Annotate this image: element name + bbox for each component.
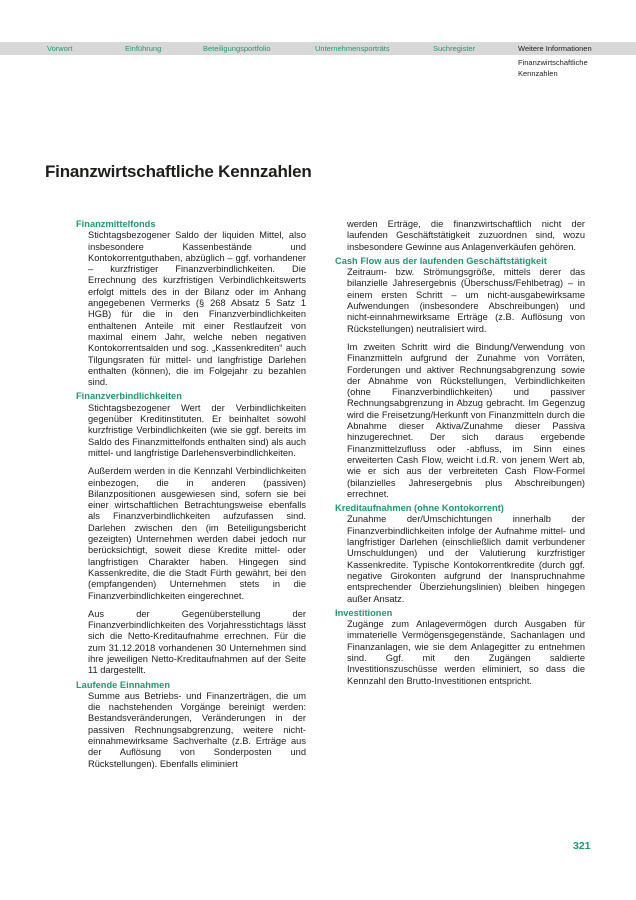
section-kreditaufnahmen bbox=[335, 503, 585, 605]
body-paragraph: Summe aus Betriebs- und Finanzerträgen, die um die nachstehenden Vorgänge bereinigt werden: Bestandsveränderungen, Veränderungen in der passiven Rechnungsabgrenzung, weitere nicht-einnahmewirksame Sachverhalte (z.B. Erträge aus der Auflösung von Sonderposten und Rückstellungen). Ebenfalls eliminiert bbox=[88, 690, 306, 769]
body-paragraph: Stichtagsbezogener Saldo der liquiden Mittel, also insbesondere Kassenbestände und Kontokorrentguthaben, abzüglich – ggf. vorhandener – kurzfristiger Finanzverbindlichkeiten. Die Errechnung des kurzfristigen Verbindlichkeitswerts erfolgt mittels des in der Bilanz oder im Anhang angegebenen Vermerks (§ 268 Absatz 5 Satz 1 HGB) für die in den Finanzverbindlichkeiten enthaltenen Anteile mit einer Restlaufzeit von maximal einem Jahr, welche neben negativen Kontokorrentsalden und sog. „Kassenkrediten“ auch Tilgungsraten für mittel- und langfristige Darlehen enthalten (können), die im Folgejahr zu bezahlen sind. bbox=[88, 230, 306, 388]
section-finanzverbindlichkeiten bbox=[76, 391, 306, 676]
nav-item-suchregister[interactable]: Suchregister bbox=[433, 44, 476, 53]
section-heading: Cash Flow aus der laufenden Geschäftstätigkeit bbox=[335, 255, 547, 266]
nav-item-weitere-informationen[interactable]: Weitere Informationen bbox=[518, 44, 592, 53]
section-heading: Finanzverbindlichkeiten bbox=[76, 391, 182, 402]
page-title: Finanzwirtschaftliche Kennzahlen bbox=[45, 162, 312, 182]
body-paragraph: Zunahme der/Umschichtungen innerhalb der Finanzverbindlichkeiten infolge der Aufnahme mittel- und langfristiger Darlehen (einschließlich damit verbundener Umschuldungen) und der Valutierung kurzfristiger Kassenkredite. Typische Kontokorrentkredite (durch ggf. negative Girokonten aufgrund der Inanspruchnahme entsprechender Überziehungslinien) bleiben hingegen außer Ansatz. bbox=[347, 514, 585, 604]
nav-item-beteiligungsportfolio[interactable]: Beteiligungsportfolio bbox=[203, 44, 271, 53]
page-number: 321 bbox=[573, 840, 591, 852]
nav-item-unternehmensportraets[interactable]: Unternehmensporträts bbox=[315, 44, 390, 53]
section-investitionen bbox=[335, 608, 585, 687]
left-text-column bbox=[76, 219, 306, 770]
section-laufende-einnahmen bbox=[76, 680, 306, 770]
nav-item-vorwort[interactable]: Vorwort bbox=[47, 44, 73, 53]
body-paragraph: Zeitraum- bzw. Strömungsgröße, mittels derer das bilanzielle Jahresergebnis (Überschuss/Fehlbetrag) – in einem ersten Schritt – um nicht-ausgabewirksame Aufwendungen (insbesondere Abschreibungen) und nicht-einnahmewirksame Erträge (z.B. Auflösung von Rückstellungen) neutralisiert wird. bbox=[347, 267, 585, 334]
top-nav-bar bbox=[0, 42, 636, 55]
section-heading: Finanzmittelfonds bbox=[76, 219, 156, 229]
body-paragraph: Außerdem werden in die Kennzahl Verbindlichkeiten einbezogen, die in anderen (passiven) Bilanzpositionen ausgewiesen sind, sofern sie bei einer wirtschaftlichen Betrachtungsweise ebenfalls als Finanzverbindlichkeiten aufzufassen sind. Darlehen zwischen den (im Beteiligungsbericht gezeigten) Unternehmen werden dabei jedoch nur berücksichtigt, soweit diese Kredite mittel- oder langfristigen Charakter haben. Hingegen sind Kassenkredite, die die Stadt Fürth gewährt, bei den (empfangenden) Unternehmen stets in die Finanzverbindlichkeiten eingerechnet. bbox=[88, 466, 306, 601]
section-heading: Kreditaufnahmen (ohne Kontokorrent) bbox=[335, 503, 504, 514]
body-paragraph: Im zweiten Schritt wird die Bindung/Verwendung von Finanzmitteln aufgrund der Zunahme von Vorräten, Forderungen und aktiver Rechnungsabgrenzung sowie der Abnahme von Rückstellungen, Verbindlichkeiten (ohne Finanzverbindlichkeiten) und passiver Rechnungsabgrenzung in Abzug gebracht. Im Gegenzug wird die Freisetzung/Herkunft von Finanzmitteln durch die Abnahme dieser Aktiva/Zunahme dieser Passiva hinzugerechnet. Der sich daraus ergebende Finanzmittelzufluss oder -abfluss, im Sinn eines erweiterten Cash Flow, weicht i.d.R. von jenem Wert ab, wie er sich aus der verbreiteten Cash Flow-Formel (bilanzielles Jahresergebnis plus Abschreibungen) errechnet. bbox=[347, 341, 585, 499]
section-finanzmittelfonds bbox=[76, 219, 306, 388]
continuation-block bbox=[335, 219, 585, 253]
body-paragraph: Zugänge zum Anlagevermögen durch Ausgaben für immaterielle Vermögensgegenstände, Sachanlagen und Finanzanlagen, wie sie dem Anlagegitter zu entnehmen sind. Ggf. mit den Zugängen saldierte Investitionszuschüsse werden eliminiert, so dass die Kennzahl den Brutto-Investitionen entspricht. bbox=[347, 619, 585, 686]
body-paragraph: werden Erträge, die finanzwirtschaftlich nicht der laufenden Geschäftstätigkeit zuzuordnen sind, wozu insbesondere Gewinne aus Anlagenverkäufen gehören. bbox=[347, 219, 585, 252]
body-paragraph: Aus der Gegenüberstellung der Finanzverbindlichkeiten des Vorjahresstichtags lässt sich die Netto-Kreditaufnahme errechnen. Für die zum 31.12.2018 vorhandenen 30 Unternehmen sind ihre jeweiligen Netto-Kreditaufnahmen auf der Seite 11 dargestellt. bbox=[88, 608, 306, 676]
right-text-column bbox=[335, 219, 585, 687]
nav-item-einfuehrung[interactable]: Einführung bbox=[125, 44, 162, 53]
section-heading: Investitionen bbox=[335, 607, 393, 618]
body-paragraph: Stichtagsbezogener Wert der Verbindlichkeiten gegenüber Kreditinstituten. Er beinhaltet sowohl kurzfristige Verbindlichkeiten (wie sie ggf. bereits im Saldo des Finanzmittelfonds enthalten sind) als auch mittel- und langfristige Darlehensverbindlichkeiten. bbox=[88, 402, 306, 458]
section-cash-flow bbox=[335, 256, 585, 500]
current-subsection-label: Finanzwirtschaftliche Kennzahlen bbox=[518, 58, 588, 78]
section-heading: Laufende Einnahmen bbox=[76, 679, 171, 690]
